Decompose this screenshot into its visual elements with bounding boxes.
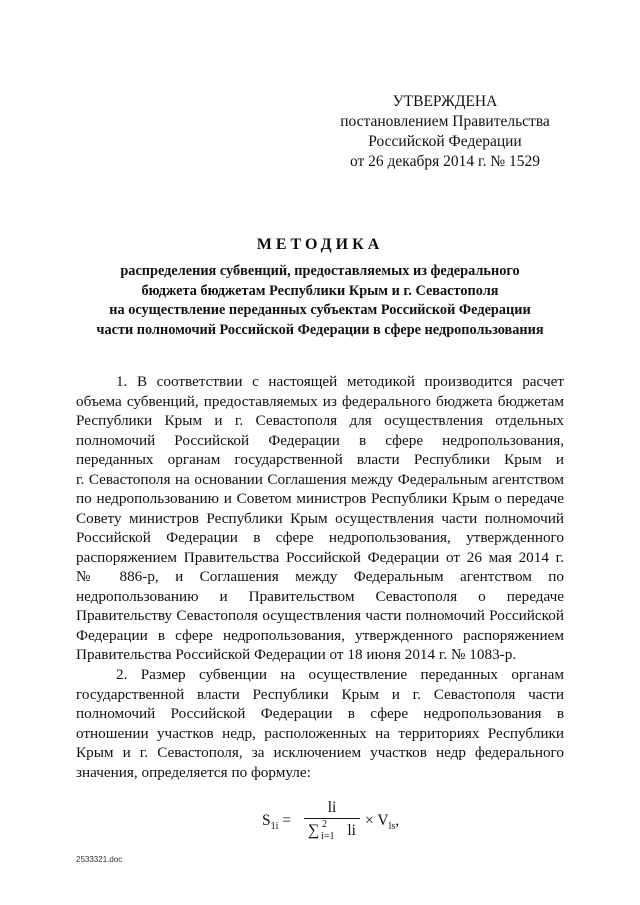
- formula-denominator: [304, 819, 360, 843]
- sum-lower-limit: i=1: [321, 831, 335, 842]
- text-line: 2. Размер субвенции на осуществление переданных органам: [116, 666, 564, 683]
- sigma-symbol: ∑: [308, 822, 320, 839]
- text-line: Федерации в сфере недропользования, утвержденного распоряжением: [76, 626, 564, 644]
- formula-numerator: li: [304, 798, 360, 819]
- text-line: распоряжением Правительства Российской Федерации от 26 мая 2014 г.: [76, 548, 564, 566]
- approval-line-3: Российской Федерации: [368, 133, 522, 150]
- document-subtitle: [60, 262, 580, 340]
- document-filename: 2533321.doc: [76, 855, 123, 864]
- formula-times: ×: [365, 812, 374, 829]
- text-line: отношении участков недр, расположенных на территориях Республики: [76, 724, 564, 742]
- text-line: полномочий Российской Федерации в сфере недропользования в: [76, 705, 564, 722]
- approval-line-2: постановлением Правительства: [340, 113, 550, 130]
- paragraph-1: [76, 372, 564, 665]
- text-line: Российской Федерации в сфере недропользования, утвержденного: [76, 529, 564, 546]
- formula-equals: =: [282, 812, 292, 829]
- sum-expression: [308, 819, 356, 843]
- text-line: Совету министров Республики Крым осуществления части полномочий: [76, 509, 564, 527]
- text-line: г. Севастополя на основании Соглашения между Федеральным агентством: [76, 470, 564, 488]
- formula-symbol: S: [262, 812, 271, 829]
- sum-term: li: [347, 822, 356, 839]
- text-line: Правительства Российской Федерации от 18 июня 2014 г. № 1083-р.: [76, 646, 517, 663]
- formula-fraction: [304, 798, 360, 843]
- text-line: полномочий Российской Федерации в сфере недропользования,: [76, 431, 564, 449]
- subtitle-line: части полномочий Российской Федерации в сфере недропользования: [96, 321, 544, 338]
- formula-subscript: ls: [388, 821, 396, 833]
- text-line: значения, определяется по формуле:: [76, 763, 311, 781]
- approval-line-1: УТВЕРЖДЕНА: [392, 93, 498, 110]
- document-title: МЕТОДИКА: [256, 236, 384, 253]
- subtitle-line: бюджета бюджетам Республики Крым и г. Севастополя: [141, 282, 499, 299]
- text-line: недропользованию и Правительством Севастополя о передаче: [76, 587, 564, 605]
- approval-line-4: от 26 декабря 2014 г. № 1529: [349, 153, 541, 170]
- text-line: Крым и г. Севастополя, за исключением участков недр федерального: [76, 744, 564, 761]
- text-line: переданных органам государственной власти Республики Крым и: [76, 451, 564, 468]
- text-line: № 886-р, и Соглашения между Федеральным агентством по: [76, 568, 564, 585]
- subtitle-line: распределения субвенций, предоставляемых из федерального: [120, 263, 520, 279]
- text-line: по недропользованию и Советом министров Республики Крым о передаче: [76, 490, 564, 507]
- formula-comma: ,: [395, 812, 400, 829]
- subtitle-line: на осуществление переданных субъектам Российской Федерации: [109, 302, 531, 318]
- formula-subscript: 1i: [270, 821, 279, 833]
- text-line: государственной власти Республики Крым и г. Севастополя части: [76, 685, 564, 703]
- formula-lhs: [262, 812, 291, 832]
- paragraph-2: [76, 665, 564, 782]
- text-line: Правительству Севастополя осуществления части полномочий Российской: [76, 607, 564, 624]
- sum-upper-limit: 2: [322, 819, 328, 830]
- text-line: объема субвенций, предоставляемых из федерального бюджета бюджетам: [76, 392, 564, 410]
- text-line: 1. В соответствии с настоящей методикой производится расчет: [116, 373, 564, 390]
- text-line: Республики Крым и г. Севастополя для осуществления отдельных: [76, 412, 564, 429]
- formula-symbol: V: [377, 812, 389, 829]
- formula-rhs: [365, 812, 399, 832]
- approval-stamp: [330, 92, 560, 172]
